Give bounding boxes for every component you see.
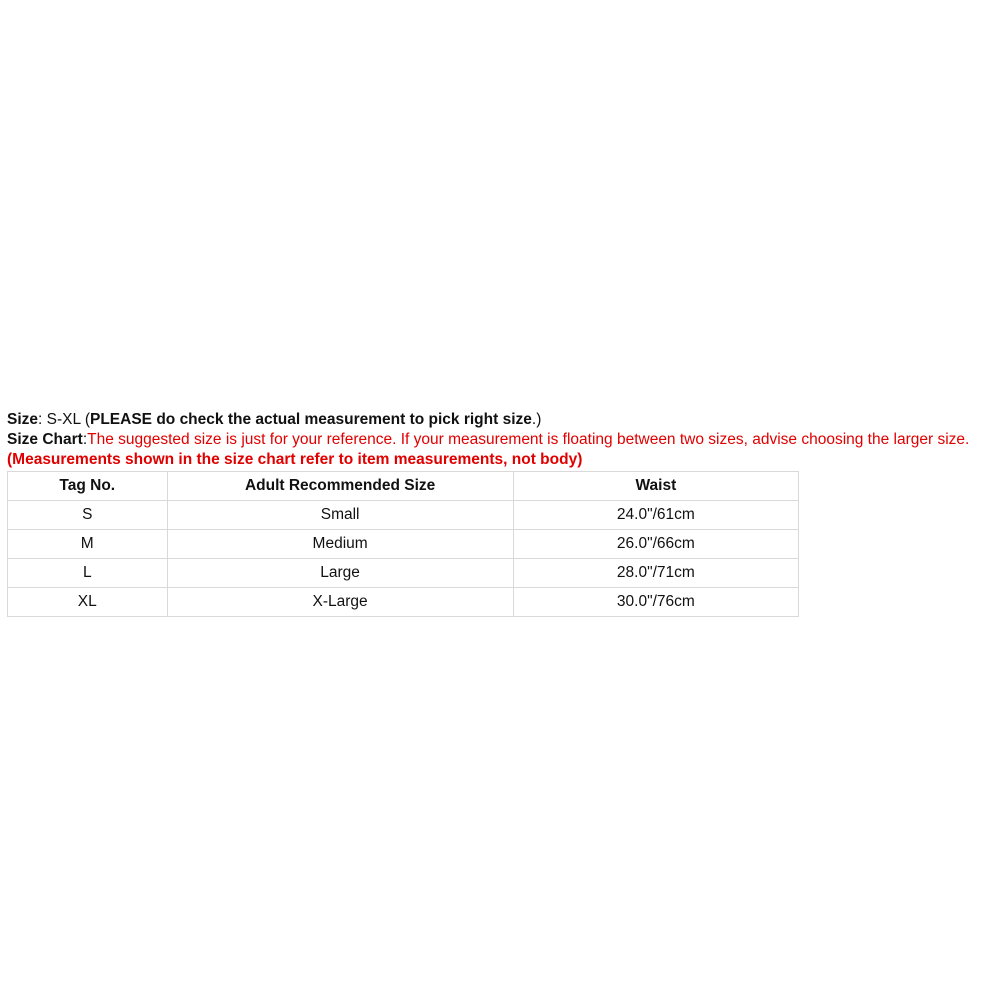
table-row	[8, 559, 799, 588]
cell-size: X-Large	[167, 588, 513, 617]
size-chart-colon: :	[82, 431, 88, 448]
cell-waist: 24.0"/61cm	[513, 501, 798, 530]
cell-size: Small	[167, 501, 513, 530]
size-chart-section	[7, 410, 985, 617]
cell-size: Medium	[167, 530, 513, 559]
size-chart-label: Size Chart	[7, 431, 83, 448]
cell-waist: 28.0"/71cm	[513, 559, 798, 588]
size-value: S-XL (	[42, 411, 90, 428]
size-note-bold: PLEASE do check the actual measurement to pick right size	[90, 411, 532, 428]
header-waist: Waist	[513, 472, 798, 501]
size-chart-note-bold: (Measurements shown in the size chart refer to item measurements, not body)	[7, 451, 583, 468]
cell-tag: M	[8, 530, 168, 559]
table-row	[8, 501, 799, 530]
header-adult-size: Adult Recommended Size	[167, 472, 513, 501]
header-tag-no: Tag No.	[8, 472, 168, 501]
table-row	[8, 530, 799, 559]
table-header-row	[8, 472, 799, 501]
size-label: Size	[7, 411, 39, 428]
size-note-end: .)	[531, 411, 542, 428]
cell-tag: XL	[8, 588, 168, 617]
size-table	[7, 471, 799, 617]
table-row	[8, 588, 799, 617]
size-chart-note: The suggested size is just for your reference. If your measurement is floating between two sizes, advise choosing the larger size.	[87, 431, 970, 448]
cell-tag: S	[8, 501, 168, 530]
cell-tag: L	[8, 559, 168, 588]
cell-size: Large	[167, 559, 513, 588]
cell-waist: 30.0"/76cm	[513, 588, 798, 617]
cell-waist: 26.0"/66cm	[513, 530, 798, 559]
size-line	[7, 410, 985, 430]
size-chart-line	[7, 430, 985, 470]
size-colon: :	[38, 411, 43, 428]
